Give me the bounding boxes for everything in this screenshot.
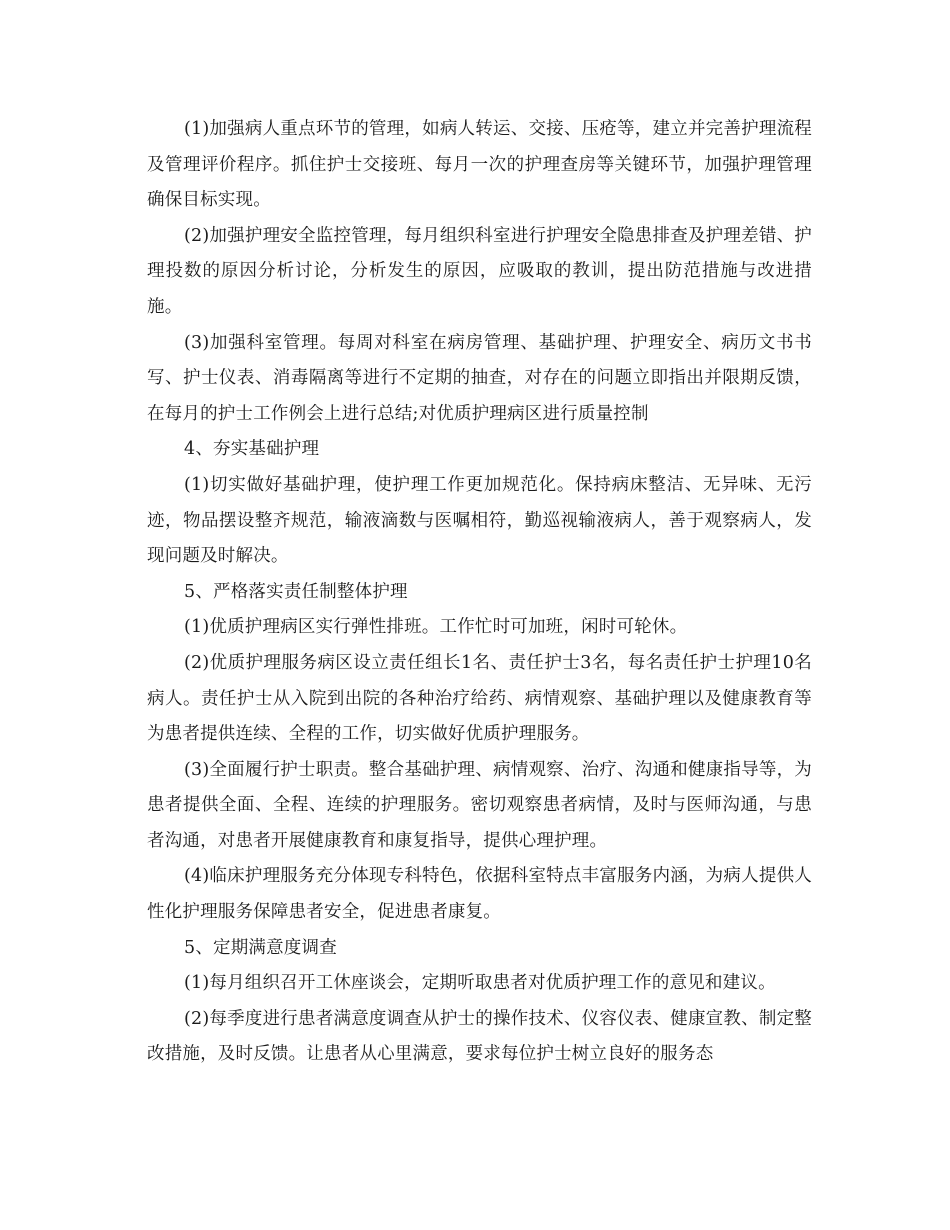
section-heading-satisfaction-survey: 5、定期满意度调查 [184, 937, 337, 958]
paragraph-4-1-basic-nursing: (1)切实做好基础护理，使护理工作更加规范化。保持病床整洁、无异味、无污迹，物品摆设整齐规范，输液滴数与医嘱相符，勤巡视输液病人，善于观察病人，发现问题及时解决。 [147, 474, 812, 567]
paragraph-5-3-nurse-duties: (3)全面履行护士职责。整合基础护理、病情观察、治疗、沟通和健康指导等，为患者提供全面、全程、连续的护理服务。密切观察患者病情，及时与医师沟通，与患者沟通，对患者开展健康教育和康复指导，提供心理护理。 [147, 759, 812, 851]
document-body [147, 112, 812, 1073]
paragraph-1-3-department-management: (3)加强科室管理。每周对科室在病房管理、基础护理、护理安全、病历文书书写、护士仪表、消毒隔离等进行不定期的抽查，对存在的问题立即指出并限期反馈，在每月的护士工作例会上进行总结;对优质护理病区进行质量控制 [147, 332, 812, 424]
paragraph-survey-2-quarterly-survey: (2)每季度进行患者满意度调查从护士的操作技术、仪容仪表、健康宣教、制定整改措施，及时反馈。让患者从心里满意，要求每位护士树立良好的服务态 [147, 1008, 812, 1065]
paragraph-5-4-specialty-features: (4)临床护理服务充分体现专科特色，依据科室特点丰富服务内涵，为病人提供人性化护理服务保障患者安全，促进患者康复。 [147, 866, 812, 923]
paragraph-1-2-safety-monitoring: (2)加强护理安全监控管理，每月组织科室进行护理安全隐患排查及护理差错、护理投数的原因分析讨论，分析发生的原因，应吸取的教训，提出防范措施与改进措施。 [147, 225, 812, 317]
section-heading-basic-nursing: 4、夯实基础护理 [184, 439, 320, 460]
section-heading-responsibility-nursing: 5、严格落实责任制整体护理 [184, 581, 408, 602]
paragraph-5-2-team-setup: (2)优质护理服务病区设立责任组长1名、责任护士3名，每名责任护士护理10名病人。责任护士从入院到出院的各种治疗给药、病情观察、基础护理以及健康教育等为患者提供连续、全程的工作，切实做好优质护理服务。 [147, 652, 812, 745]
paragraph-1-1-patient-key-links: (1)加强病人重点环节的管理，如病人转运、交接、压疮等，建立并完善护理流程及管理评价程序。抓住护士交接班、每月一次的护理查房等关键环节，加强护理管理确保目标实现。 [147, 119, 812, 211]
paragraph-5-1-flexible-scheduling: (1)优质护理病区实行弹性排班。工作忙时可加班，闲时可轮休。 [184, 617, 688, 638]
paragraph-survey-1-monthly-meeting: (1)每月组织召开工休座谈会，定期听取患者对优质护理工作的意见和建议。 [184, 973, 776, 994]
